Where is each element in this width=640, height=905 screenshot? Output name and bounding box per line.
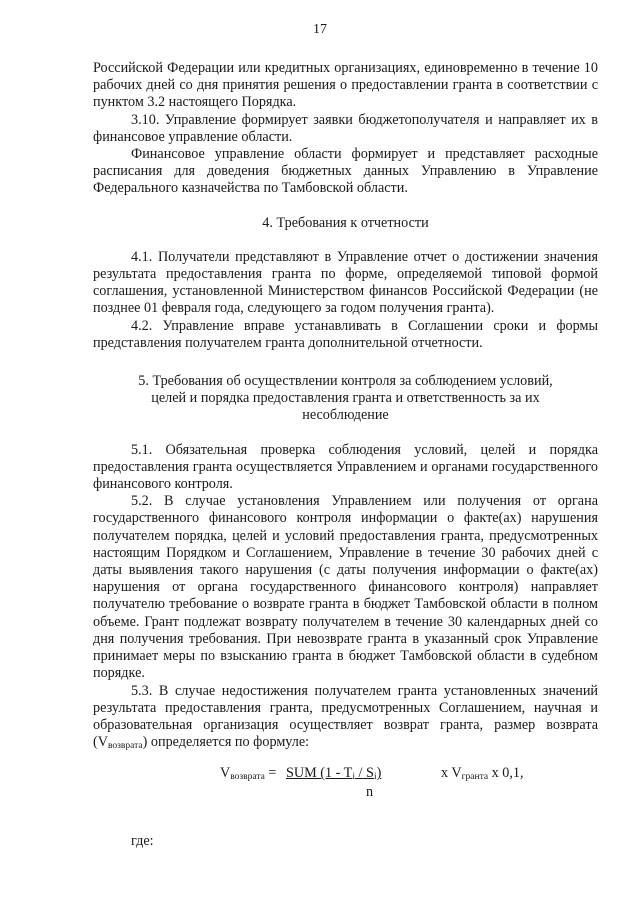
paragraph-finance-department: Финансовое управление области формирует и представляет расходные расписания для доведения бюджетных данных Управлению в Управление Федерального казначейства по Тамбовской области. [93, 146, 598, 197]
paragraph-continuation: Российской Федерации или кредитных организациях, единовременно в течение 10 рабочих дней со дня принятия решения о предоставлении гранта в соответствии с пунктом 3.2 настоящего Порядка. [93, 60, 598, 111]
section-4-heading: 4. Требования к отчетности [262, 214, 429, 231]
paragraph-5-3-text: 5.3. В случае недостижения получателем гранта установленных значений результата предоставления гранта, предусмотренных Соглашением, научная и образовательная организация осуществляет возврат гранта, размер возврата (V [93, 682, 598, 751]
paragraph-3-10: 3.10. Управление формирует заявки бюджетополучателя и направляет их в финансовое управление области. [93, 111, 598, 145]
formula-numerator: SUM $(1 - T_i / S_i)$ [286, 765, 382, 783]
paragraph-5-3-tail: ) определяется по формуле: [142, 734, 310, 751]
section-5-heading-line3: несоблюдение [302, 407, 389, 424]
paragraph-4-1: 4.1. Получатели представляют в Управление отчет о достижении значения результата предоставления гранта по форме, определяемой типовой формой соглашения, установленной Министерством финансов Российской Федерации (не позднее 01 февраля года, следующего за годом получения гранта). [93, 248, 598, 317]
where-label: где: [131, 833, 154, 850]
paragraph-5-3-subscript: возврата [107, 741, 143, 752]
section-5-heading [93, 373, 598, 425]
formula-denominator: n [366, 784, 374, 801]
paragraph-4-2: 4.2. Управление вправе устанавливать в Соглашении сроки и формы представления получателем гранта дополнительной отчетности. [93, 317, 598, 351]
paragraph-5-1: 5.1. Обязательная проверка соблюдения условий, целей и порядка предоставления гранта осуществляется Управлением и органами государственного финансового контроля. [93, 441, 598, 493]
document-body [93, 60, 598, 851]
formula-lhs: $V_{возврата}$ = [220, 765, 277, 783]
refund-formula [93, 765, 598, 809]
formula-rhs: x $V_{гранта}$ x 0,1, [441, 765, 524, 783]
section-5-heading-line2: целей и порядка предоставления гранта и ответственность за их [151, 390, 540, 407]
paragraph-5-2: 5.2. В случае установления Управлением или получения от органа государственного финансового контроля информации о факте(ах) нарушения получателем порядка, целей и условий предоставления гранта, предусмотренных настоящим Порядком и Соглашением, Управление в течение 30 рабочих дней с даты выявления такого нарушения (с даты получения информации о факте(ах) нарушения от органа государственного финансового контроля) направляет получателю требование о возврате гранта в бюджет Тамбовской области в полном объеме. Грант подлежат возврату получателем в течение 30 календарных дней со дня получения требования. При невозврате гранта в указанный срок Управление принимает меры по взысканию гранта в бюджет Тамбовской области в судебном порядке. [93, 493, 598, 682]
page-number: 17 [313, 22, 327, 37]
section-5-heading-line1: 5. Требования об осуществлении контроля за соблюдением условий, [138, 373, 553, 390]
paragraph-5-3 [93, 683, 598, 756]
